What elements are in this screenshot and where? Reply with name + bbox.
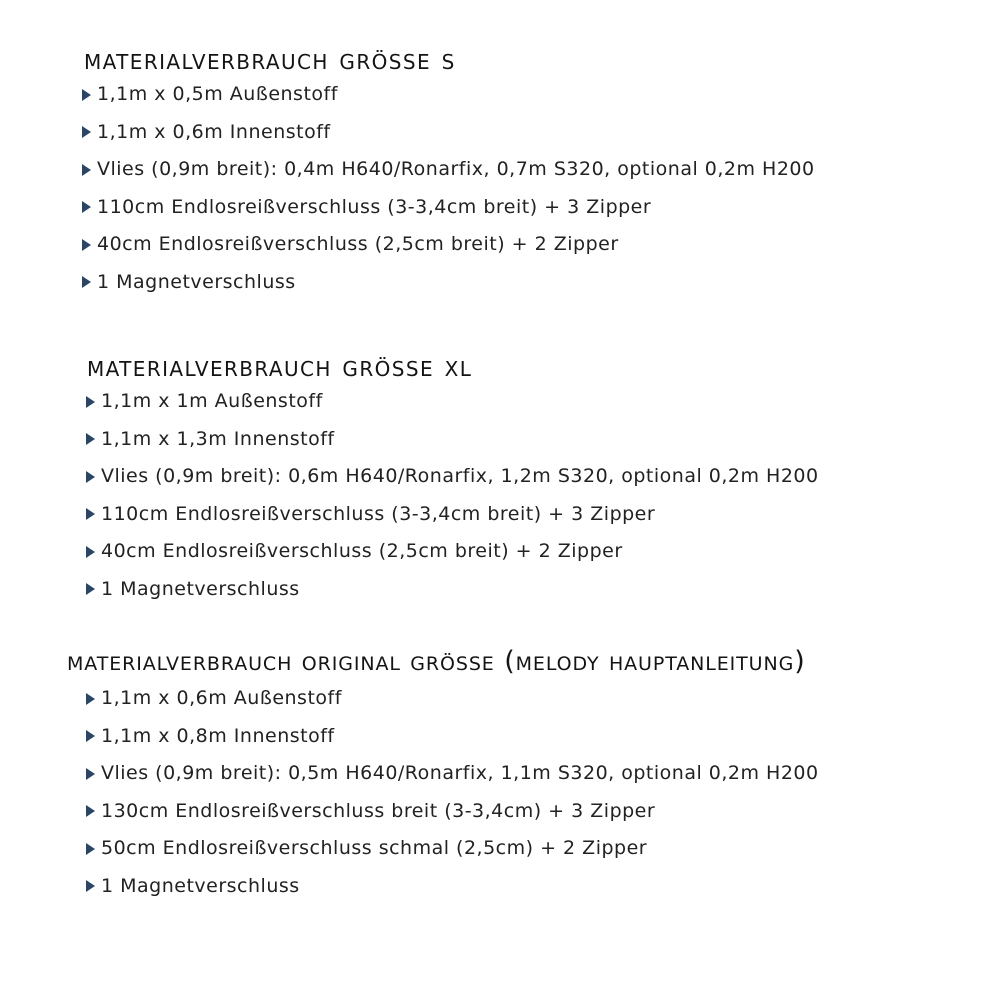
triangle-bullet-icon [82, 126, 91, 138]
list-item: 110cm Endlosreißverschluss (3-3,4cm breit) + 3 Zipper [82, 189, 815, 227]
section-title-size-s: materialverbrauch grösse s [84, 42, 456, 76]
list-item: 130cm Endlosreißverschluss breit (3-3,4cm) + 3 Zipper [86, 793, 819, 831]
list-item: 1 Magnetverschluss [82, 264, 815, 302]
triangle-bullet-icon [86, 805, 95, 817]
triangle-bullet-icon [82, 276, 91, 288]
triangle-bullet-icon [82, 201, 91, 213]
list-item: Vlies (0,9m breit): 0,5m H640/Ronarfix, 1,1m S320, optional 0,2m H200 [86, 755, 819, 793]
triangle-bullet-icon [86, 396, 95, 408]
list-item: 1 Magnetverschluss [86, 868, 819, 906]
list-item: 40cm Endlosreißverschluss (2,5cm breit) + 2 Zipper [82, 226, 815, 264]
triangle-bullet-icon [86, 730, 95, 742]
list-item: 40cm Endlosreißverschluss (2,5cm breit) + 2 Zipper [86, 533, 819, 571]
list-item: 1 Magnetverschluss [86, 571, 819, 609]
triangle-bullet-icon [82, 239, 91, 251]
triangle-bullet-icon [82, 89, 91, 101]
list-item: Vlies (0,9m breit): 0,4m H640/Ronarfix, 0,7m S320, optional 0,2m H200 [82, 151, 815, 189]
list-item: 1,1m x 0,6m Außenstoff [86, 680, 819, 718]
material-list-size-xl [86, 383, 819, 608]
triangle-bullet-icon [86, 843, 95, 855]
list-item: 1,1m x 0,8m Innenstoff [86, 718, 819, 756]
triangle-bullet-icon [86, 471, 95, 483]
list-item: 1,1m x 1,3m Innenstoff [86, 421, 819, 459]
list-item: 1,1m x 0,5m Außenstoff [82, 76, 815, 114]
triangle-bullet-icon [86, 768, 95, 780]
section-title-size-xl: materialverbrauch grösse xl [87, 349, 473, 383]
triangle-bullet-icon [82, 164, 91, 176]
list-item: 110cm Endlosreißverschluss (3-3,4cm breit) + 3 Zipper [86, 496, 819, 534]
triangle-bullet-icon [86, 433, 95, 445]
list-item: 50cm Endlosreißverschluss schmal (2,5cm) + 2 Zipper [86, 830, 819, 868]
material-list-size-original [86, 680, 819, 905]
list-item: 1,1m x 0,6m Innenstoff [82, 114, 815, 152]
triangle-bullet-icon [86, 546, 95, 558]
triangle-bullet-icon [86, 880, 95, 892]
list-item: Vlies (0,9m breit): 0,6m H640/Ronarfix, 1,2m S320, optional 0,2m H200 [86, 458, 819, 496]
triangle-bullet-icon [86, 583, 95, 595]
material-list-size-s [82, 76, 815, 301]
triangle-bullet-icon [86, 693, 95, 705]
triangle-bullet-icon [86, 508, 95, 520]
list-item: 1,1m x 1m Außenstoff [86, 383, 819, 421]
section-title-size-original: materialverbrauch original grösse (melody hauptanleitung) [67, 646, 806, 677]
